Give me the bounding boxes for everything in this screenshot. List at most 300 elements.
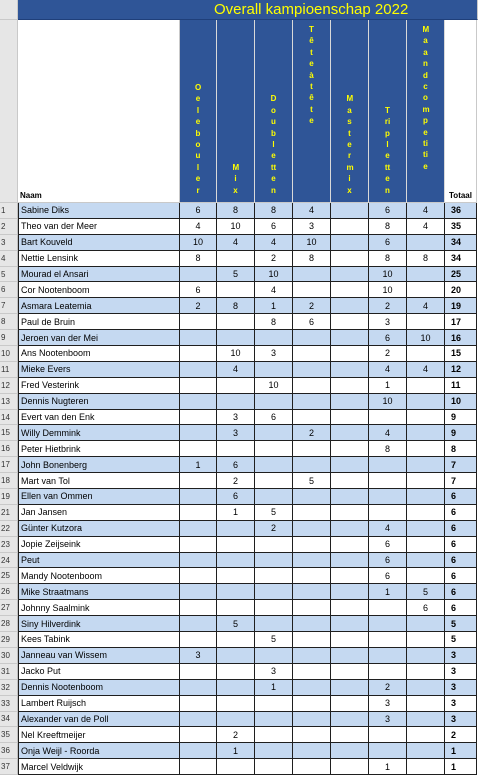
score-cell[interactable] (255, 330, 293, 346)
player-name-cell[interactable]: Peter Hietbrink (18, 441, 180, 457)
score-cell[interactable]: 10 (255, 267, 293, 283)
player-name-cell[interactable]: Sabine Diks (18, 203, 180, 219)
score-cell[interactable] (255, 489, 293, 505)
player-name-cell[interactable]: Mieke Evers (18, 362, 180, 378)
score-cell[interactable] (217, 330, 255, 346)
score-cell[interactable] (180, 473, 217, 489)
score-cell[interactable] (331, 680, 369, 696)
score-cell[interactable]: 4 (293, 203, 331, 219)
score-cell[interactable] (331, 346, 369, 362)
player-name-cell[interactable]: Mandy Nootenboom (18, 568, 180, 584)
player-name-cell[interactable]: Dennis Nootenboom (18, 680, 180, 696)
score-cell[interactable] (293, 584, 331, 600)
score-cell[interactable]: 10 (180, 235, 217, 251)
score-cell[interactable]: 10 (217, 219, 255, 235)
total-cell[interactable]: 11 (445, 378, 477, 394)
row-number[interactable]: 32 (0, 680, 18, 696)
score-cell[interactable]: 6 (180, 282, 217, 298)
score-cell[interactable] (331, 441, 369, 457)
score-cell[interactable] (255, 727, 293, 743)
score-cell[interactable] (180, 441, 217, 457)
score-cell[interactable]: 10 (369, 267, 407, 283)
total-cell[interactable]: 6 (445, 553, 477, 569)
score-cell[interactable]: 8 (217, 298, 255, 314)
score-cell[interactable]: 1 (180, 457, 217, 473)
header-category[interactable] (255, 20, 293, 203)
score-cell[interactable]: 1 (369, 759, 407, 775)
score-cell[interactable] (255, 743, 293, 759)
score-cell[interactable] (407, 616, 445, 632)
score-cell[interactable] (331, 235, 369, 251)
total-cell[interactable]: 10 (445, 394, 477, 410)
score-cell[interactable] (180, 489, 217, 505)
score-cell[interactable] (255, 425, 293, 441)
row-number[interactable]: 28 (0, 616, 18, 632)
score-cell[interactable]: 5 (217, 616, 255, 632)
player-name-cell[interactable]: Mourad el Ansari (18, 267, 180, 283)
header-category[interactable] (293, 20, 331, 203)
score-cell[interactable] (180, 600, 217, 616)
score-cell[interactable]: 6 (369, 537, 407, 553)
score-cell[interactable] (369, 664, 407, 680)
score-cell[interactable]: 2 (217, 727, 255, 743)
score-cell[interactable] (331, 410, 369, 426)
score-cell[interactable]: 8 (255, 314, 293, 330)
score-cell[interactable]: 8 (217, 203, 255, 219)
score-cell[interactable]: 2 (293, 298, 331, 314)
row-number[interactable]: 31 (0, 664, 18, 680)
score-cell[interactable] (407, 712, 445, 728)
total-cell[interactable]: 12 (445, 362, 477, 378)
select-all-corner[interactable] (0, 0, 18, 20)
score-cell[interactable]: 6 (407, 600, 445, 616)
score-cell[interactable] (217, 664, 255, 680)
total-cell[interactable]: 16 (445, 330, 477, 346)
header-category[interactable] (217, 20, 255, 203)
score-cell[interactable] (255, 473, 293, 489)
total-cell[interactable]: 6 (445, 600, 477, 616)
score-cell[interactable] (331, 267, 369, 283)
row-number[interactable]: 12 (0, 378, 18, 394)
row-header[interactable] (0, 20, 18, 203)
score-cell[interactable] (180, 632, 217, 648)
score-cell[interactable] (180, 267, 217, 283)
score-cell[interactable] (407, 537, 445, 553)
score-cell[interactable] (217, 314, 255, 330)
score-cell[interactable] (331, 203, 369, 219)
player-name-cell[interactable]: Onja Weijl - Roorda (18, 743, 180, 759)
player-name-cell[interactable]: Peut (18, 553, 180, 569)
score-cell[interactable] (293, 648, 331, 664)
score-cell[interactable]: 6 (180, 203, 217, 219)
player-name-cell[interactable]: Ellen van Ommen (18, 489, 180, 505)
score-cell[interactable] (331, 537, 369, 553)
score-cell[interactable]: 6 (255, 219, 293, 235)
score-cell[interactable]: 6 (217, 489, 255, 505)
score-cell[interactable] (331, 568, 369, 584)
score-cell[interactable] (331, 743, 369, 759)
score-cell[interactable] (255, 712, 293, 728)
score-cell[interactable] (293, 600, 331, 616)
score-cell[interactable] (180, 616, 217, 632)
player-name-cell[interactable]: Cor Nootenboom (18, 282, 180, 298)
score-cell[interactable]: 2 (369, 298, 407, 314)
score-cell[interactable] (180, 330, 217, 346)
score-cell[interactable]: 3 (255, 664, 293, 680)
score-cell[interactable] (407, 680, 445, 696)
total-cell[interactable]: 9 (445, 425, 477, 441)
row-number[interactable]: 34 (0, 712, 18, 728)
score-cell[interactable] (407, 568, 445, 584)
score-cell[interactable]: 2 (255, 251, 293, 267)
score-cell[interactable] (407, 505, 445, 521)
score-cell[interactable] (255, 394, 293, 410)
score-cell[interactable] (217, 696, 255, 712)
score-cell[interactable] (407, 664, 445, 680)
score-cell[interactable] (407, 553, 445, 569)
row-number[interactable]: 16 (0, 441, 18, 457)
row-number[interactable]: 11 (0, 362, 18, 378)
score-cell[interactable]: 4 (255, 282, 293, 298)
score-cell[interactable] (369, 648, 407, 664)
player-name-cell[interactable]: Ans Nootenboom (18, 346, 180, 362)
header-category[interactable] (407, 20, 445, 203)
total-cell[interactable]: 9 (445, 410, 477, 426)
header-total[interactable]: Totaal (445, 20, 477, 203)
total-cell[interactable]: 1 (445, 759, 477, 775)
player-name-cell[interactable]: Jacko Put (18, 664, 180, 680)
player-name-cell[interactable]: Evert van den Enk (18, 410, 180, 426)
player-name-cell[interactable]: Paul de Bruin (18, 314, 180, 330)
player-name-cell[interactable]: Günter Kutzora (18, 521, 180, 537)
row-number[interactable]: 15 (0, 425, 18, 441)
score-cell[interactable]: 1 (217, 743, 255, 759)
score-cell[interactable]: 10 (369, 282, 407, 298)
score-cell[interactable] (217, 378, 255, 394)
player-name-cell[interactable]: John Bonenberg (18, 457, 180, 473)
row-number[interactable]: 2 (0, 219, 18, 235)
total-cell[interactable]: 6 (445, 489, 477, 505)
score-cell[interactable] (293, 441, 331, 457)
score-cell[interactable] (407, 346, 445, 362)
row-number[interactable]: 36 (0, 743, 18, 759)
row-number[interactable]: 24 (0, 553, 18, 569)
score-cell[interactable] (331, 473, 369, 489)
score-cell[interactable]: 6 (369, 330, 407, 346)
score-cell[interactable] (407, 282, 445, 298)
player-name-cell[interactable]: Nettie Lensink (18, 251, 180, 267)
score-cell[interactable] (293, 537, 331, 553)
score-cell[interactable] (407, 267, 445, 283)
score-cell[interactable]: 5 (217, 267, 255, 283)
score-cell[interactable] (293, 632, 331, 648)
row-number[interactable]: 23 (0, 537, 18, 553)
score-cell[interactable]: 4 (369, 521, 407, 537)
total-cell[interactable]: 7 (445, 473, 477, 489)
score-cell[interactable] (293, 267, 331, 283)
score-cell[interactable]: 2 (369, 346, 407, 362)
player-name-cell[interactable]: Bart Kouveld (18, 235, 180, 251)
row-number[interactable]: 6 (0, 282, 18, 298)
sheet-title[interactable]: Overall kampioenschap 2022 (18, 0, 478, 20)
score-cell[interactable]: 5 (407, 584, 445, 600)
score-cell[interactable]: 2 (255, 521, 293, 537)
score-cell[interactable] (331, 553, 369, 569)
total-cell[interactable]: 15 (445, 346, 477, 362)
header-category[interactable] (369, 20, 407, 203)
score-cell[interactable] (331, 616, 369, 632)
player-name-cell[interactable]: Mart van Tol (18, 473, 180, 489)
score-cell[interactable] (255, 553, 293, 569)
score-cell[interactable] (407, 648, 445, 664)
total-cell[interactable]: 36 (445, 203, 477, 219)
score-cell[interactable]: 2 (217, 473, 255, 489)
score-cell[interactable] (255, 568, 293, 584)
score-cell[interactable] (180, 378, 217, 394)
total-cell[interactable]: 34 (445, 251, 477, 267)
score-cell[interactable] (407, 235, 445, 251)
score-cell[interactable] (331, 251, 369, 267)
total-cell[interactable]: 6 (445, 537, 477, 553)
score-cell[interactable] (180, 743, 217, 759)
score-cell[interactable] (293, 378, 331, 394)
score-cell[interactable] (331, 314, 369, 330)
total-cell[interactable]: 2 (445, 727, 477, 743)
total-cell[interactable]: 3 (445, 664, 477, 680)
row-number[interactable]: 7 (0, 298, 18, 314)
total-cell[interactable]: 3 (445, 712, 477, 728)
score-cell[interactable]: 2 (180, 298, 217, 314)
total-cell[interactable]: 34 (445, 235, 477, 251)
score-cell[interactable] (407, 394, 445, 410)
header-category[interactable] (331, 20, 369, 203)
row-number[interactable]: 13 (0, 394, 18, 410)
score-cell[interactable]: 6 (255, 410, 293, 426)
score-cell[interactable] (331, 282, 369, 298)
total-cell[interactable]: 19 (445, 298, 477, 314)
score-cell[interactable] (331, 648, 369, 664)
score-cell[interactable]: 4 (217, 362, 255, 378)
score-cell[interactable] (407, 473, 445, 489)
score-cell[interactable] (217, 441, 255, 457)
score-cell[interactable] (255, 600, 293, 616)
score-cell[interactable] (331, 457, 369, 473)
score-cell[interactable] (369, 473, 407, 489)
score-cell[interactable] (331, 664, 369, 680)
score-cell[interactable] (369, 616, 407, 632)
score-cell[interactable] (293, 664, 331, 680)
score-cell[interactable]: 3 (369, 314, 407, 330)
row-number[interactable]: 26 (0, 584, 18, 600)
row-number[interactable]: 30 (0, 648, 18, 664)
score-cell[interactable] (331, 632, 369, 648)
player-name-cell[interactable]: Asmara Leatemia (18, 298, 180, 314)
total-cell[interactable]: 1 (445, 743, 477, 759)
row-number[interactable]: 29 (0, 632, 18, 648)
score-cell[interactable] (407, 727, 445, 743)
score-cell[interactable] (293, 712, 331, 728)
score-cell[interactable] (407, 743, 445, 759)
score-cell[interactable] (369, 457, 407, 473)
row-number[interactable]: 17 (0, 457, 18, 473)
score-cell[interactable] (407, 425, 445, 441)
player-name-cell[interactable]: Marcel Veldwijk (18, 759, 180, 775)
score-cell[interactable] (331, 727, 369, 743)
score-cell[interactable] (369, 632, 407, 648)
total-cell[interactable]: 8 (445, 441, 477, 457)
score-cell[interactable] (293, 282, 331, 298)
score-cell[interactable] (180, 537, 217, 553)
row-number[interactable]: 9 (0, 330, 18, 346)
row-number[interactable]: 14 (0, 410, 18, 426)
row-number[interactable]: 33 (0, 696, 18, 712)
score-cell[interactable] (180, 553, 217, 569)
score-cell[interactable] (293, 457, 331, 473)
score-cell[interactable] (331, 394, 369, 410)
row-number[interactable]: 18 (0, 473, 18, 489)
score-cell[interactable]: 3 (255, 346, 293, 362)
score-cell[interactable]: 3 (217, 410, 255, 426)
score-cell[interactable] (407, 521, 445, 537)
total-cell[interactable]: 35 (445, 219, 477, 235)
score-cell[interactable] (293, 410, 331, 426)
score-cell[interactable] (180, 680, 217, 696)
score-cell[interactable] (180, 584, 217, 600)
score-cell[interactable] (407, 696, 445, 712)
score-cell[interactable]: 4 (369, 425, 407, 441)
row-number[interactable]: 8 (0, 314, 18, 330)
score-cell[interactable] (369, 727, 407, 743)
player-name-cell[interactable]: Jan Jansen (18, 505, 180, 521)
player-name-cell[interactable]: Alexander van de Poll (18, 712, 180, 728)
total-cell[interactable]: 5 (445, 616, 477, 632)
score-cell[interactable] (255, 584, 293, 600)
total-cell[interactable]: 3 (445, 648, 477, 664)
score-cell[interactable] (407, 378, 445, 394)
score-cell[interactable]: 10 (369, 394, 407, 410)
score-cell[interactable]: 4 (217, 235, 255, 251)
player-name-cell[interactable]: Kees Tabink (18, 632, 180, 648)
total-cell[interactable]: 6 (445, 568, 477, 584)
score-cell[interactable] (331, 298, 369, 314)
header-name[interactable]: Naam (18, 20, 180, 203)
score-cell[interactable] (217, 251, 255, 267)
score-cell[interactable] (331, 505, 369, 521)
total-cell[interactable]: 25 (445, 267, 477, 283)
row-number[interactable]: 5 (0, 267, 18, 283)
player-name-cell[interactable]: Jopie Zeijseink (18, 537, 180, 553)
player-name-cell[interactable]: Dennis Nugteren (18, 394, 180, 410)
score-cell[interactable] (331, 378, 369, 394)
score-cell[interactable] (180, 696, 217, 712)
score-cell[interactable] (217, 394, 255, 410)
score-cell[interactable]: 8 (369, 441, 407, 457)
score-cell[interactable] (217, 568, 255, 584)
player-name-cell[interactable]: Johnny Saalmink (18, 600, 180, 616)
score-cell[interactable] (180, 425, 217, 441)
score-cell[interactable] (331, 330, 369, 346)
score-cell[interactable]: 4 (255, 235, 293, 251)
score-cell[interactable]: 6 (369, 568, 407, 584)
score-cell[interactable] (369, 410, 407, 426)
score-cell[interactable]: 10 (293, 235, 331, 251)
score-cell[interactable]: 8 (407, 251, 445, 267)
score-cell[interactable] (369, 489, 407, 505)
row-number[interactable]: 37 (0, 759, 18, 775)
score-cell[interactable] (180, 505, 217, 521)
score-cell[interactable] (331, 219, 369, 235)
score-cell[interactable] (217, 712, 255, 728)
score-cell[interactable]: 4 (407, 219, 445, 235)
score-cell[interactable] (331, 425, 369, 441)
score-cell[interactable] (331, 600, 369, 616)
total-cell[interactable]: 6 (445, 584, 477, 600)
score-cell[interactable] (331, 584, 369, 600)
score-cell[interactable]: 2 (369, 680, 407, 696)
score-cell[interactable]: 1 (255, 298, 293, 314)
player-name-cell[interactable]: Fred Vesterink (18, 378, 180, 394)
score-cell[interactable]: 4 (407, 203, 445, 219)
row-number[interactable]: 21 (0, 505, 18, 521)
score-cell[interactable]: 1 (217, 505, 255, 521)
score-cell[interactable] (180, 759, 217, 775)
score-cell[interactable]: 5 (255, 505, 293, 521)
score-cell[interactable] (180, 314, 217, 330)
score-cell[interactable]: 6 (369, 553, 407, 569)
score-cell[interactable]: 3 (180, 648, 217, 664)
player-name-cell[interactable]: Theo van der Meer (18, 219, 180, 235)
score-cell[interactable]: 2 (293, 425, 331, 441)
row-number[interactable]: 19 (0, 489, 18, 505)
score-cell[interactable] (293, 330, 331, 346)
score-cell[interactable] (293, 362, 331, 378)
score-cell[interactable] (407, 314, 445, 330)
score-cell[interactable] (369, 600, 407, 616)
score-cell[interactable] (407, 632, 445, 648)
score-cell[interactable] (293, 696, 331, 712)
score-cell[interactable]: 8 (180, 251, 217, 267)
score-cell[interactable]: 1 (369, 584, 407, 600)
score-cell[interactable] (217, 537, 255, 553)
row-number[interactable]: 22 (0, 521, 18, 537)
total-cell[interactable]: 6 (445, 505, 477, 521)
total-cell[interactable]: 3 (445, 696, 477, 712)
score-cell[interactable] (217, 553, 255, 569)
player-name-cell[interactable]: Jeroen van der Mei (18, 330, 180, 346)
score-cell[interactable] (217, 759, 255, 775)
score-cell[interactable] (293, 727, 331, 743)
score-cell[interactable] (180, 712, 217, 728)
score-cell[interactable] (407, 441, 445, 457)
score-cell[interactable] (407, 410, 445, 426)
score-cell[interactable] (293, 489, 331, 505)
score-cell[interactable] (255, 696, 293, 712)
score-cell[interactable] (255, 648, 293, 664)
score-cell[interactable]: 8 (369, 219, 407, 235)
score-cell[interactable]: 4 (180, 219, 217, 235)
score-cell[interactable] (407, 489, 445, 505)
total-cell[interactable]: 3 (445, 680, 477, 696)
score-cell[interactable]: 4 (407, 298, 445, 314)
total-cell[interactable]: 7 (445, 457, 477, 473)
score-cell[interactable] (293, 616, 331, 632)
score-cell[interactable]: 8 (293, 251, 331, 267)
row-number[interactable]: 4 (0, 251, 18, 267)
score-cell[interactable]: 10 (407, 330, 445, 346)
score-cell[interactable] (180, 664, 217, 680)
score-cell[interactable] (369, 743, 407, 759)
score-cell[interactable] (255, 441, 293, 457)
